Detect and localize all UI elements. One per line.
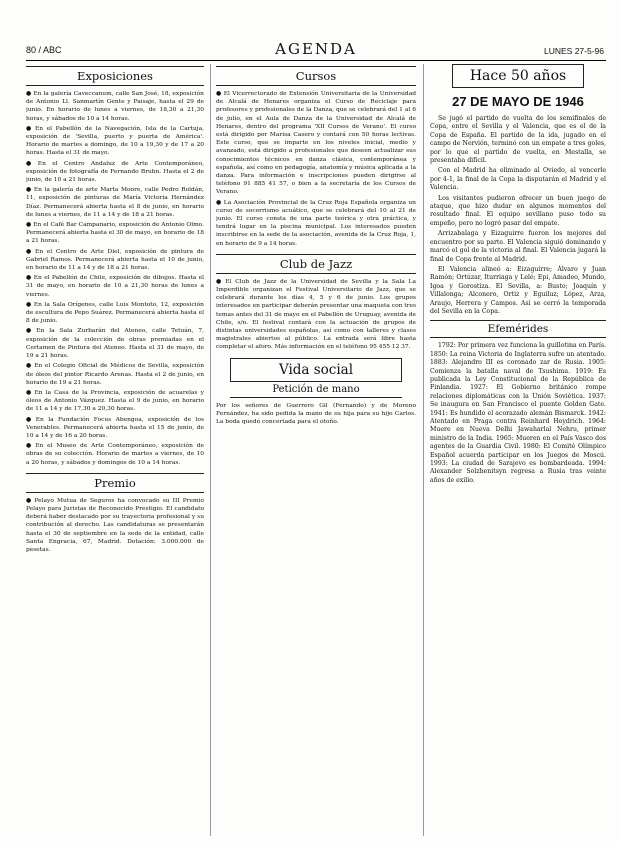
bullet-icon: ● xyxy=(26,415,34,423)
curso-item: ● La Asociación Provincial de la Cruz Roja Española organiza un curso de socorrismo acuático, que se celebrará del 10 al 21 de junio. El curso consta de una parte teórica y otra práctica, y tendrá lugar en la piscina municipal. Los interesados pueden inscribirse en la sede de la asociación, avenida de la Cruz Roja, 1, en horario de 9 a 14 horas. xyxy=(216,198,416,247)
peticion-list xyxy=(216,402,416,427)
hace-article xyxy=(430,115,606,316)
section-title-cursos: Cursos xyxy=(216,66,416,86)
bullet-icon: ● xyxy=(216,90,222,97)
column-divider xyxy=(423,64,424,836)
exposicion-item: ● En el Colegio Oficial de Médicos de Sevilla, exposición de óleos del pintor Ricardo Arenas. Hasta el 2 de junio, en horario de 19 a 21 horas. xyxy=(26,362,204,386)
exposicion-item: ● En el Pabellón de Chile, exposición de dibujos. Hasta el 31 de mayo, en horario de 10 a 21,30 horas de lunes a viernes. xyxy=(26,274,204,298)
club-list xyxy=(216,278,416,352)
bullet-icon: ● xyxy=(26,247,34,255)
section-title-efemerides: Efemérides xyxy=(430,320,606,338)
hace-date: 27 DE MAYO DE 1946 xyxy=(452,94,584,109)
column-middle xyxy=(216,64,416,836)
hace-paragraph: Los visitantes pudieron ofrecer un buen juego de ataque, que hizo dudar en algunos momentos del resultado final. El equipo sevillano puso todo su empeño, pero no logró pasar del empate. xyxy=(430,194,606,227)
exposicion-item: ● En la galería de arte Marta Moore, calle Pedro Roldán, 11, exposición de pinturas de María Victoria Hernández Díaz. Permanecerá abierta hasta el 8 de junio, en horario de lunes a viernes, de 11 a 14 y de 18 a 21 horas. xyxy=(26,186,204,218)
bullet-icon: ● xyxy=(26,442,34,450)
bullet-icon: ● xyxy=(26,124,33,132)
bullet-icon: ● xyxy=(26,274,32,282)
hace-paragraph: El Valencia alineó a: Eizaguirre; Álvaro y Juan Ramón; Ortúzar, Iturriaga y Lelé; Epi, Amadeo, Mundo, Igoa y Gorostiza. El Sevilla, a: Busto; Joaquín y Villalonga; Alconero, Ortiz y Eguiluz; López, Arza, Araujo, Herrera y Campos. Así se cerró la temporada del Sevilla en la Copa. xyxy=(430,265,606,315)
exposicion-item: ● En el Pabellón de la Navegación, Isla de la Cartuja, exposición de 'Sevilla, puerto y puerta de América'. Horario de martes a domingo, de 10 a 19,30 y de 17 a 20 horas. Hasta el 31 de mayo. xyxy=(26,124,204,157)
bullet-icon: ● xyxy=(26,159,36,167)
subsection-peticion-mano: Petición de mano xyxy=(230,384,402,398)
bullet-icon: ● xyxy=(26,327,35,335)
page-title: AGENDA xyxy=(275,40,357,58)
bullet-icon: ● xyxy=(26,90,32,97)
cursos-list xyxy=(216,90,416,248)
bullet-icon: ● xyxy=(26,186,32,194)
exposicion-item: ● En la galería Caveccanum, calle San José, 18, exposición de Antonio Ll. Sanmartín Gente y Paisaje, hasta el 29 de junio. En horario de lunes a viernes, de 18,30 a 21,30 horas, y sábados de 10 a 14 horas. xyxy=(26,90,204,122)
hace-50-anos-box: Hace 50 años xyxy=(452,64,584,88)
newspaper-page xyxy=(26,40,606,836)
efemerides-text: 1792: Por primera vez funciona la guillotina en París. 1850: La reina Victoria de Inglaterra sufre un atentado. 1883: Alejandro III es coronado zar de Rusia. 1905: Comienza la batalla naval de Tsushima. 1919: Es publicada la Ley Constitucional de la República de Finlandia. 1927: El Gobierno británico rompe relaciones diplomáticas con la Unión Soviética. 1937: Se inaugura en San Francisco el puente Golden Gate. 1941: Es hundido el acorazado alemán Bismarck. 1942: Atentado en Praga contra Reinhard Heydrich. 1964: Muere en Nueva Delhi Jawaharlal Nehru, primer ministro de la India. 1965: Mueren en el País Vasco dos agentes de la Guardia Civil. 1980: El Comité Olímpico Español acuerda participar en los Juegos de Moscú. 1993: La ciudad de Sarajevo es bombardeada. 1994: Alexander Solzhenitsyn regresa a Rusia tras veinte años de exilio. xyxy=(430,342,606,484)
column-divider xyxy=(210,64,211,836)
exposicion-item: ● En el Centro de Arte Diel, exposición de pintura de Gabriel Ramos. Permanecerá abierta hasta el 10 de junio, en horario de 11 a 14 y de 18 a 21 horas. xyxy=(26,247,204,272)
bullet-icon: ● xyxy=(26,221,32,229)
exposicion-item: ● En la Sala Zurbarán del Ateneo, calle Tetuán, 7, exposición de la colección de obras premiadas en el Certamen de Pintura del Ateneo. Hasta el 31 de mayo, de 19 a 21 horas. xyxy=(26,327,204,360)
page-number: 80 / ABC xyxy=(26,45,62,55)
exposicion-item: ● En el Café Bar Campanario, exposición de Antonio Olmo. Permanecerá abierta hasta el 30 de mayo, en horario de 18 a 21 horas. xyxy=(26,221,204,245)
exposicion-item: ● En la Sala Orígenes, calle Luis Montoto, 12, exposición de escultura de Pepo Suárez. Permanecerá abierta hasta el 8 de junio. xyxy=(26,300,204,325)
hace-paragraph: Arrizabalaga y Eizaguirre fueron los mejores del encuentro por su parte. El Valencia siguió dominando y marcó el gol de la victoria al final. El Valencia jugará la final de Copa frente al Madrid. xyxy=(430,230,606,263)
exposicion-item: ● En la Casa de la Provincia, exposición de acuarelas y óleos de Antonio Vázquez. Hasta el 9 de junio, en horario de 11 a 14 y de 17,30 a 20,30 horas. xyxy=(26,388,204,413)
column-right xyxy=(430,64,606,836)
exposicion-item: ● En la Fundación Focus Abengoa, exposición de los Venerables. Permanecerá abierta hasta el 15 de junio, de 10 a 14 y de 16 a 20 horas. xyxy=(26,415,204,439)
exposicion-item: ● En el Museo de Arte Contemporáneo, exposición de obras de su colección. Horario de martes a viernes, de 10 a 20 horas, y sábados y domingos de 10 a 14 horas. xyxy=(26,442,204,466)
exposiciones-list xyxy=(26,90,204,467)
section-title-exposiciones: Exposiciones xyxy=(26,66,204,86)
exposicion-item: ● En el Centro Andaluz de Arte Contemporáneo, exposición de fotografía de Fernando Bruhn. Hasta el 2 de junio, de 10 a 21 horas. xyxy=(26,159,204,184)
section-title-vida-social: Vida social xyxy=(230,358,402,382)
hace-paragraph: Se jugó el partido de vuelta de los semifinales de Copa, entre el Sevilla y el Valencia, que es el de la Copa de España. El partido de la ida, jugado en el campo de Nervión, terminó con un empate a tres goles, por lo que el partido de vuelta, en Mestalla, se presentaba difícil. xyxy=(430,115,606,165)
masthead xyxy=(26,40,606,61)
club-item: ● El Club de Jazz de la Universidad de Sevilla y la Sala La Imperdible organizan el Festival Universitario de Jazz, que se celebrará durante los días 4, 5 y 6 de junio. Los grupos interesados en participar deberán presentar una maqueta con tres temas antes del 31 de mayo en el Pabellón de Uruguay, avenida de Chile, s/n. El festival contará con la actuación de grupos de distintas universidades españolas, así como con talleres y clases magistrales abiertos al público. La entrada será libre hasta completar el aforo. Más información en el teléfono 95 455 12 37. xyxy=(216,277,416,351)
issue-date: LUNES 27-5-96 xyxy=(543,46,604,56)
bullet-icon: ● xyxy=(26,362,33,370)
section-title-premio: Premio xyxy=(26,473,204,493)
bullet-icon: ● xyxy=(216,198,222,206)
peticion-item: Por los señores de Guerrero Gil (Fernando) y de Moreno Fernández, ha sido pedida la mano de su hija para su hijo Carlos. La boda quedó concertada para el otoño. xyxy=(216,402,416,426)
premio-item: ● Pelayo Mutua de Seguros ha convocado su III Premio Pelayo para Juristas de Reconocido Prestigio. El candidato deberá haber destacado por su trayectoria profesional y su contribución al derecho. Las candidaturas se presentarán hasta el 30 de septiembre en la sede de la entidad, calle Santa Engracia, 67, Madrid. Dotación: 3.000.000 de pesetas. xyxy=(26,496,204,553)
curso-item: ● El Vicerrectorado de Extensión Universitaria de la Universidad de Alcalá de Henares organiza el Curso de Reciclaje para profesores y profesionales de la Danza, que se celebrará del 1 al 6 de julio, en el Aula de Danza de la Universidad de Alcalá de Henares, dentro del programa 'XII Cursos de Verano'. El curso está dirigido por Marisa Casero y contará con 50 horas lectivas. Este curso, que se imparte en los niveles inicial, medio y avanzado, está dirigido a profesionales que deseen actualizar sus conocimientos técnicos en danza clásica, contemporánea y española, así como en pedagogía, anatomía y música aplicada a la danza. Para información e inscripciones pueden dirigirse al teléfono 91 885 41 57, o bien a la secretaría de los Cursos de Verano. xyxy=(216,90,416,196)
column-left xyxy=(26,64,204,836)
bullet-icon: ● xyxy=(216,277,224,285)
hace-paragraph: Con el Madrid ha eliminado al Oviedo, al vencerle por 4-1, la final de la Copa la disputarán el Madrid y el Valencia. xyxy=(430,167,606,192)
bullet-icon: ● xyxy=(26,388,33,396)
bullet-icon: ● xyxy=(26,496,33,504)
premio-list xyxy=(26,497,204,554)
section-title-club-jazz: Club de Jazz xyxy=(216,254,416,274)
bullet-icon: ● xyxy=(26,300,32,308)
